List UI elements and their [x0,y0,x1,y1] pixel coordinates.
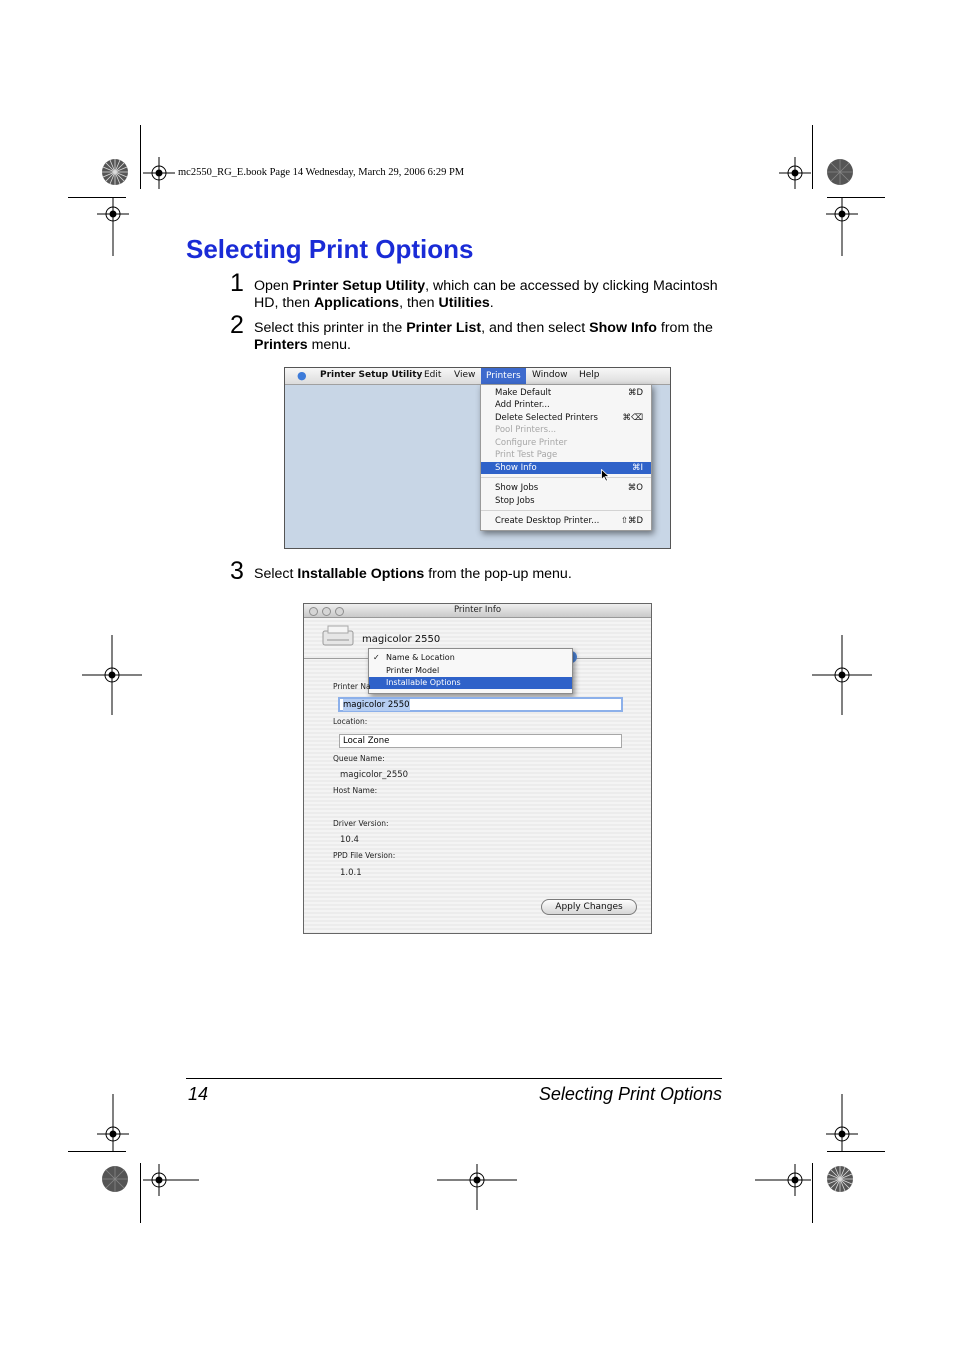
step-text-part: . [489,295,494,311]
menu-item-show-jobs[interactable] [481,482,651,494]
printers-dropdown [480,384,652,531]
crop-mark [140,1163,141,1223]
step-number: 2 [230,311,244,339]
menu-item-shortcut: ⌘I [631,463,643,473]
printer-name-label: Printer Na [333,682,371,691]
star-target-icon [101,158,129,186]
window-title-bar [304,604,651,618]
step-text-part: from the [656,320,713,336]
step-text-part: Open [254,278,293,294]
step-text-part: , which can be accessed by clicking Macintosh HD, then [254,278,718,311]
step-text-part: menu. [307,337,351,353]
ui-term: Printer Setup Utility [292,278,426,294]
ppd-version-label: PPD File Version: [333,851,396,860]
mouse-pointer-icon [601,469,610,482]
menu-item-label: Configure Printer [495,438,568,448]
menu-separator [481,510,651,511]
registration-mark-icon [755,1164,811,1196]
menu-item-label: Pool Printers... [495,425,557,435]
location-label: Location: [333,717,368,726]
menu-printers[interactable]: Printers [481,368,526,384]
menu-item-label: Add Printer... [495,400,550,410]
printer-name-heading: magicolor 2550 [362,634,441,645]
apply-changes-button[interactable]: Apply Changes [541,899,637,915]
page-title: Selecting Print Options [186,234,474,264]
menu-item-print-test-page [481,449,651,461]
step-number: 1 [230,269,244,297]
step-text [254,320,724,354]
page-number: 14 [188,1084,209,1104]
menu-app-name[interactable]: Printer Setup Utility [320,370,423,380]
queue-name-value: magicolor_2550 [340,770,409,780]
footer-section-title: Selecting Print Options [538,1084,722,1104]
registration-mark-icon [143,157,175,189]
apple-menu-icon[interactable]: ● [297,369,307,382]
ppd-version-value: 1.0.1 [340,868,362,878]
menu-item-label: Make Default [495,388,552,398]
menu-item-shortcut: ⌘O [627,483,643,493]
menu-item-pool-printers [481,424,651,436]
step-number: 3 [230,557,244,585]
step-text-part: , and then select [481,320,590,336]
ui-term: Utilities [438,295,490,311]
popup-item-label: Name & Location [386,653,455,662]
registration-mark-icon [826,198,858,258]
menu-item-shortcut: ⇧⌘D [620,516,643,526]
print-slug: mc2550_RG_E.book Page 14 Wednesday, March 29, 2006 6:29 PM [178,167,465,178]
printers-menu-screenshot [284,367,671,549]
ui-term: Show Info [589,320,657,336]
popup-item-name-location[interactable] [369,652,572,664]
crop-mark [812,1163,813,1223]
menu-view[interactable]: View [454,370,476,380]
star-target-icon [826,158,854,186]
printer-icon [322,625,354,647]
menu-item-label: Show Jobs [495,483,539,493]
step-text-part: Select this printer in the [254,320,407,336]
crop-mark [812,125,813,189]
location-field[interactable] [339,734,622,748]
step-text-part: Select [254,566,298,582]
menu-item-configure-printer [481,437,651,449]
registration-mark-icon [812,635,872,715]
ui-term: Installable Options [297,566,425,582]
popup-item-printer-model[interactable] [369,665,572,677]
crop-mark [140,125,141,189]
printer-name-field[interactable] [338,697,623,712]
menu-item-add-printer[interactable] [481,399,651,411]
menu-item-label: Delete Selected Printers [495,413,598,423]
star-target-icon [826,1165,854,1193]
menu-item-make-default[interactable] [481,387,651,399]
driver-version-label: Driver Version: [333,819,389,828]
menu-item-stop-jobs[interactable] [481,495,651,507]
menu-item-show-info[interactable] [481,462,651,474]
footer-rule [186,1078,722,1079]
menu-window[interactable]: Window [532,370,568,380]
registration-mark-icon [437,1164,517,1210]
menu-item-delete-printers[interactable] [481,412,651,424]
ui-term: Printers [254,337,308,353]
popup-item-label: Printer Model [386,666,440,675]
popup-item-label: Installable Options [386,678,461,687]
printer-name-value: magicolor 2550 [343,700,410,710]
registration-mark-icon [82,635,142,715]
menu-item-create-desktop-printer[interactable] [481,515,651,527]
checkmark-icon: ✓ [373,653,380,662]
registration-mark-icon [826,1094,858,1152]
menu-item-shortcut: ⌘⌫ [622,413,643,423]
window-title: Printer Info [453,605,502,615]
step-text [254,566,724,583]
registration-mark-icon [97,1094,129,1152]
host-name-label: Host Name: [333,786,378,795]
registration-mark-icon [143,1164,199,1196]
queue-name-label: Queue Name: [333,754,385,763]
info-popup-menu [368,648,573,694]
location-value: Local Zone [343,736,390,746]
printer-info-screenshot [303,603,652,934]
registration-mark-icon [779,157,811,189]
star-target-icon [101,1165,129,1193]
menu-item-shortcut: ⌘D [627,388,643,398]
ui-term: Applications [313,295,400,311]
driver-version-value: 10.4 [340,835,359,845]
step-text [254,278,724,312]
step-text-part: from the pop-up menu. [424,566,572,582]
step-text-part: , then [399,295,439,311]
registration-mark-icon [97,198,129,258]
ui-term: Printer List [406,320,482,336]
menu-separator [481,477,651,478]
menu-item-label: Create Desktop Printer... [495,516,600,526]
menu-item-label: Show Info [495,463,537,473]
menu-help[interactable]: Help [579,370,600,380]
menu-edit[interactable]: Edit [424,370,442,380]
popup-item-installable-options[interactable] [369,677,572,689]
menu-bar [285,368,670,385]
menu-item-label: Print Test Page [495,450,558,460]
menu-item-label: Stop Jobs [495,496,535,506]
